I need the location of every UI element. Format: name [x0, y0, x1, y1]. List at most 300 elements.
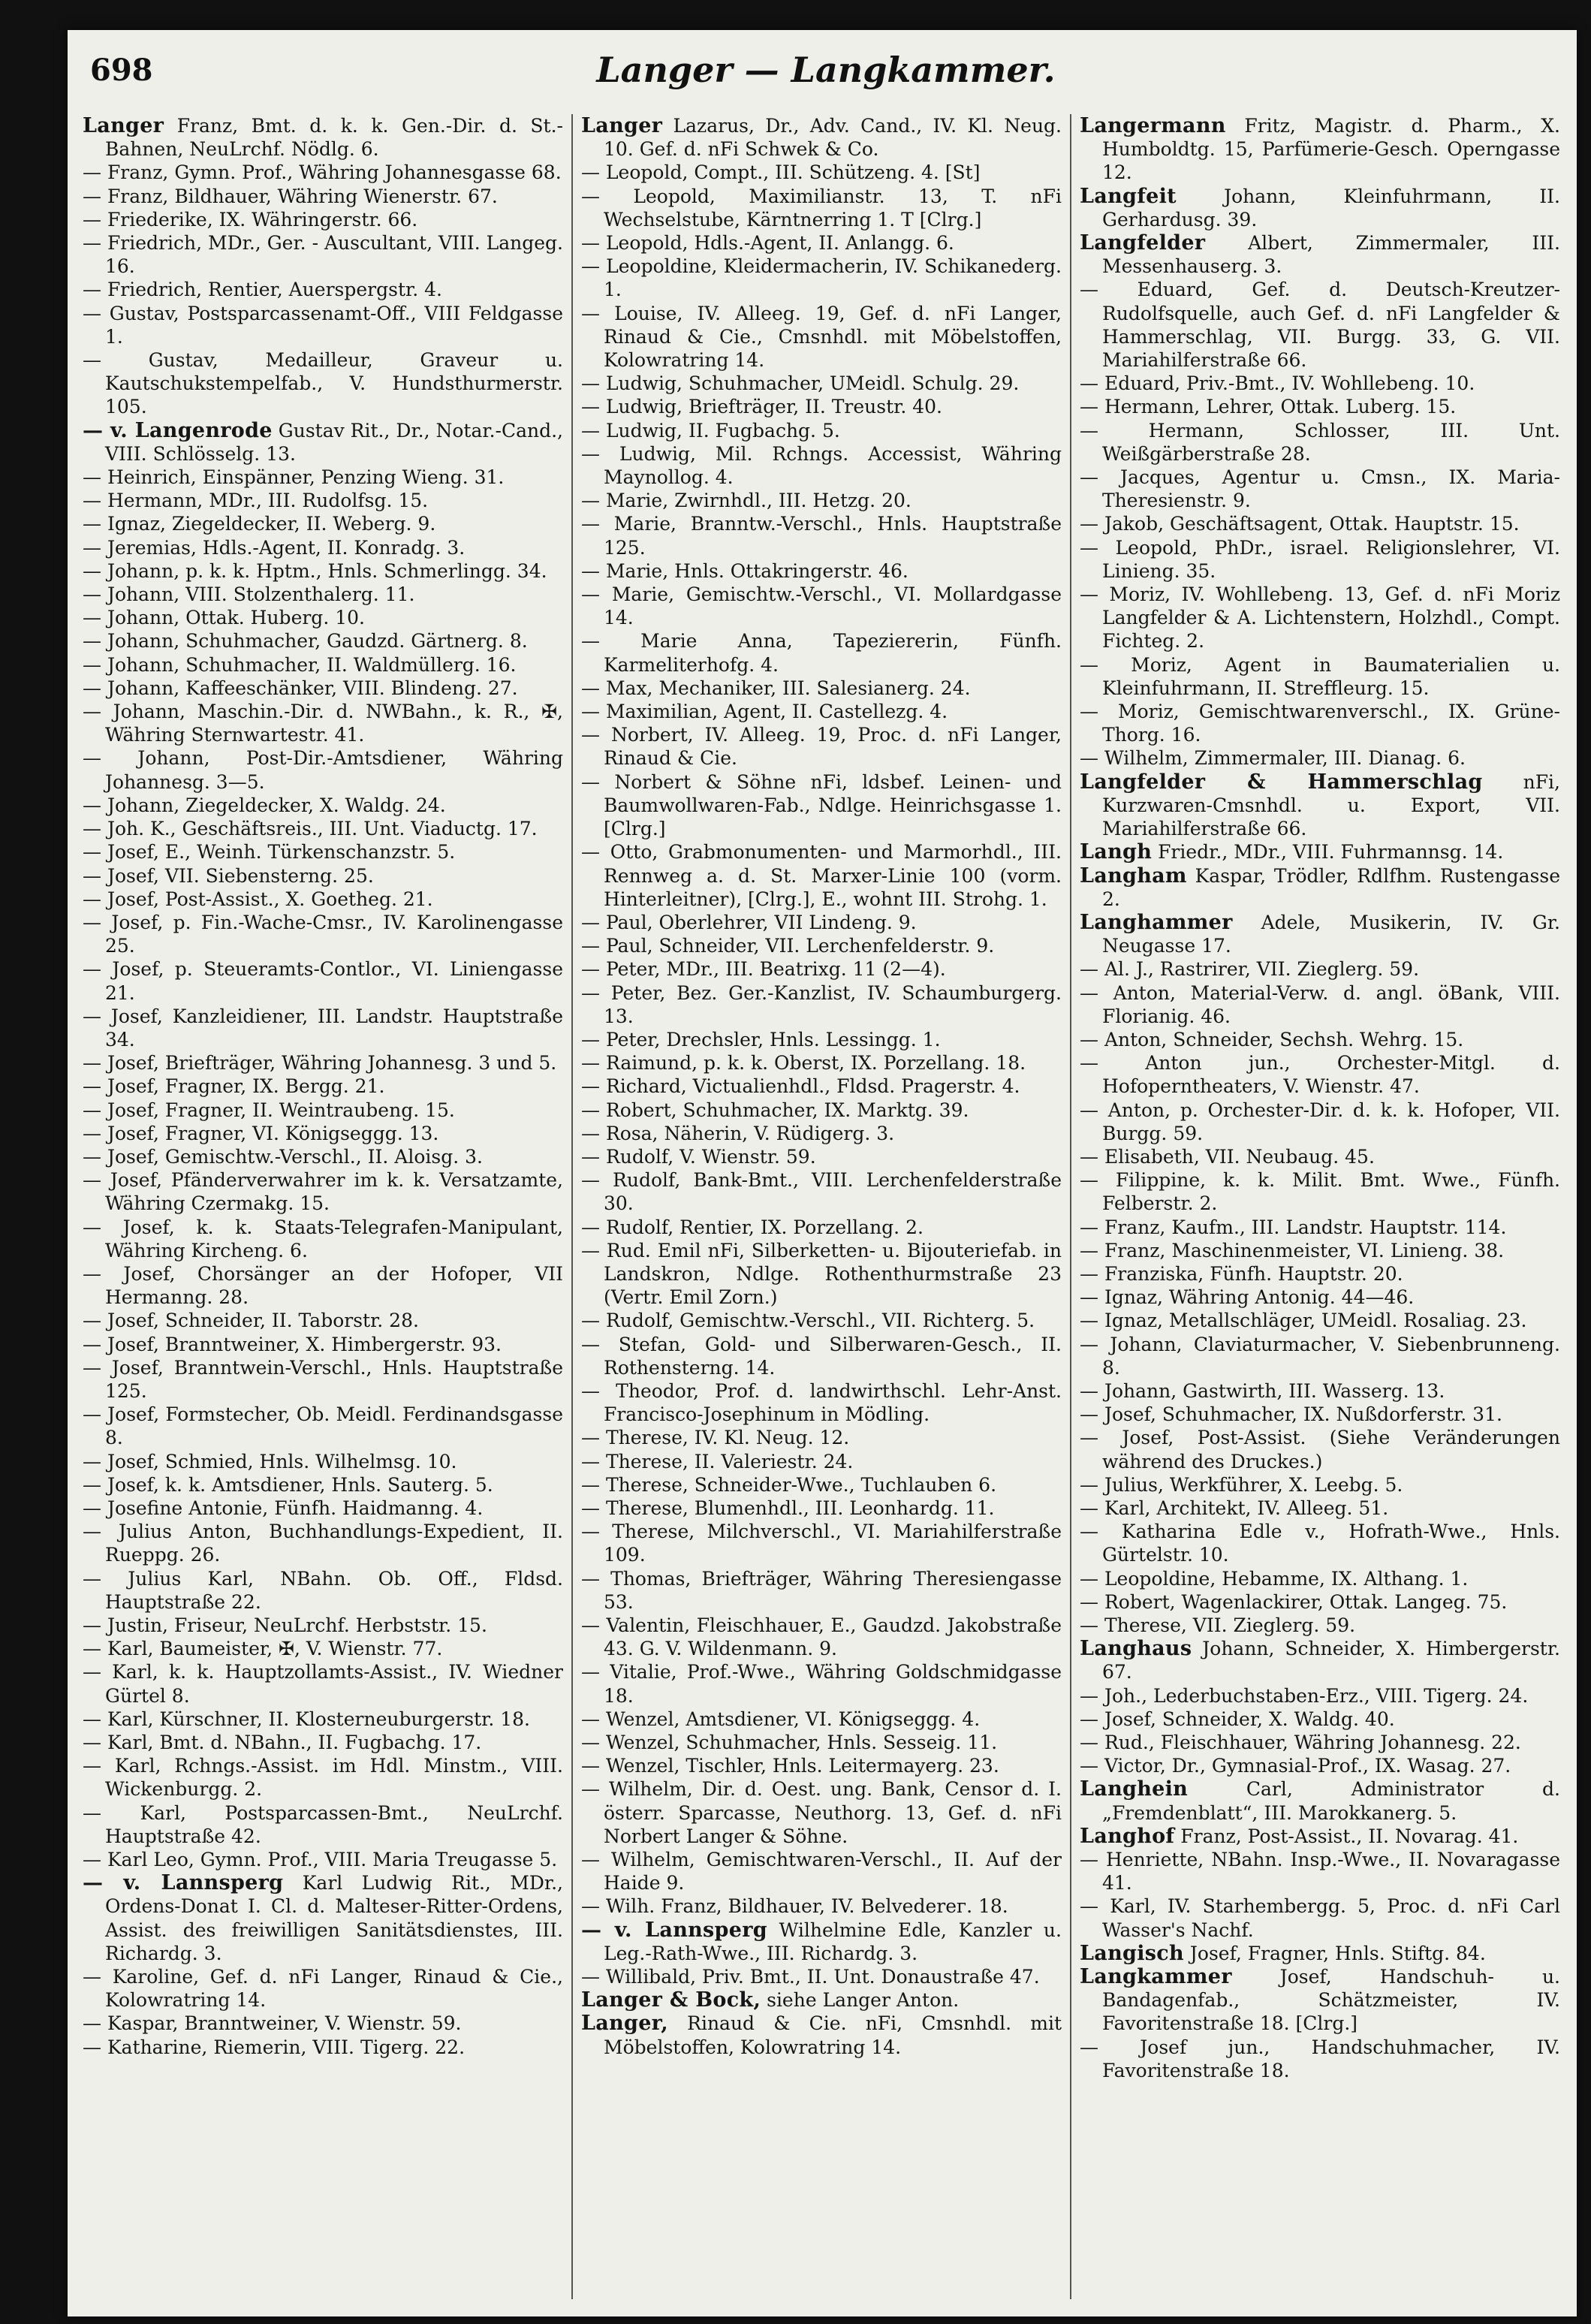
directory-entry — [1080, 1777, 1560, 1824]
directory-entry — [581, 559, 1062, 583]
entry-text: — Rudolf, Bank-Bmt., VIII. Lerchenfelderstraße 30. — [581, 1169, 1062, 1215]
entry-text: — Moriz, Agent in Baumaterialien u. Kleinfuhrmann, II. Streffleurg. 15. — [1080, 653, 1560, 699]
directory-entry — [581, 629, 1062, 676]
entry-text: — Josef, Gemischtw.-Verschl., II. Aloisg. 3. — [83, 1145, 483, 1168]
page-header — [90, 42, 1562, 102]
entry-text: — Ignaz, Ziegeldecker, II. Weberg. 9. — [83, 513, 436, 535]
page-title: Langer — Langkammer. — [596, 50, 1056, 90]
directory-entry — [83, 1614, 563, 1637]
directory-entry — [1080, 1379, 1560, 1403]
entry-text: — Johann, Kaffeeschänker, VIII. Blindeng. 27. — [83, 677, 518, 699]
directory-entry — [1080, 1637, 1560, 1683]
entry-text: Gustav Rit., Dr., Notar.-Cand., VIII. Schlösselg. 13. — [105, 419, 563, 465]
entry-text: — Josef, Fragner, II. Weintraubeng. 15. — [83, 1099, 455, 1121]
entry-text: — Otto, Grabmonumenten- und Marmorhdl., III. Rennweg a. d. St. Marxer-Linie 100 (vorm. Hinterleitner), [Clrg.], E., wohnt III. Strohg. 1. — [581, 841, 1062, 910]
entry-text: — Willibald, Priv. Bmt., II. Unt. Donaustraße 47. — [581, 1966, 1040, 1988]
entry-text: Karl Ludwig Rit., MDr., Ordens-Donat I. Cl. d. Malteser-Ritter-Ordens, Assist. des freiwilligen Sanitätsdienstes, III. Richardg. 3. — [105, 1872, 563, 1964]
entry-text: — Karl, Architekt, IV. Alleeg. 51. — [1080, 1497, 1389, 1519]
entry-text: — Josef jun., Handschuhmacher, IV. Favoritenstraße 18. — [1080, 2036, 1560, 2081]
entry-text: — Josef, p. Fin.-Wache-Cmsr., IV. Karolinengasse 25. — [83, 911, 563, 957]
entry-text: — Wilhelm, Gemischtwaren-Verschl., II. Auf der Haide 9. — [581, 1849, 1062, 1894]
directory-entry — [83, 1145, 563, 1168]
directory-entry — [581, 255, 1062, 301]
entry-text: — Marie, Gemischtw.-Verschl., VI. Mollardgasse 14. — [581, 583, 1062, 629]
directory-entry — [1080, 1286, 1560, 1309]
directory-entry — [83, 1005, 563, 1051]
directory-entry — [83, 1801, 563, 1848]
entry-surname: Langh — [1080, 840, 1153, 864]
directory-entry — [581, 395, 1062, 418]
directory-entry — [581, 700, 1062, 723]
entry-text: — Stefan, Gold- und Silberwaren-Gesch., II. Rothensterng. 14. — [581, 1333, 1062, 1379]
entry-text: — Josef, Post-Assist. (Siehe Veränderungen während des Druckes.) — [1080, 1427, 1560, 1472]
directory-entry — [83, 1262, 563, 1309]
entry-text: — Josef, Schneider, II. Taborstr. 28. — [83, 1310, 419, 1332]
directory-entry — [581, 442, 1062, 489]
directory-entry — [581, 770, 1062, 841]
directory-entry — [83, 1660, 563, 1707]
directory-entry — [1080, 1754, 1560, 1777]
directory-entry — [83, 746, 563, 793]
directory-entry — [83, 231, 563, 278]
entry-text: — Marie Anna, Tapeziererin, Fünfh. Karmeliterhofg. 4. — [581, 630, 1062, 676]
entry-text: — Rudolf, Rentier, IX. Porzellang. 2. — [581, 1216, 924, 1238]
directory-entry — [83, 302, 563, 348]
entry-text: — Raimund, p. k. k. Oberst, IX. Porzellang. 18. — [581, 1052, 1026, 1075]
directory-entry — [1080, 1684, 1560, 1708]
entry-text: — Rudolf, Gemischtw.-Verschl., VII. Richterg. 5. — [581, 1310, 1035, 1332]
directory-entry — [581, 1168, 1062, 1215]
directory-entry — [83, 1754, 563, 1801]
entry-text: — Kaspar, Branntweiner, V. Wienstr. 59. — [83, 2012, 462, 2035]
entry-text: Franz, Bmt. d. k. k. Gen.-Dir. d. St.-Bahnen, NeuLrchf. Nödlg. 6. — [105, 115, 563, 161]
directory-entry — [83, 677, 563, 700]
entry-text: — Maximilian, Agent, II. Castellezg. 4. — [581, 701, 948, 723]
entry-text: Albert, Zimmermaler, III. Messenhauserg. 3. — [1102, 232, 1560, 278]
entry-text: — Therese, Blumenhdl., III. Leonhardg. 11. — [581, 1497, 995, 1519]
entry-text: — Josef, k. k. Staats-Telegrafen-Manipulant, Währing Kircheng. 6. — [83, 1216, 563, 1261]
entry-text: — Therese, IV. Kl. Neug. 12. — [581, 1427, 850, 1449]
directory-entry — [581, 1450, 1062, 1473]
entry-text: — Jakob, Geschäftsagent, Ottak. Hauptstr. 15. — [1080, 513, 1520, 535]
directory-entry — [581, 1497, 1062, 1520]
entry-text: — Therese, Milchverschl., VI. Mariahilferstraße 109. — [581, 1521, 1062, 1566]
entry-text: — Karl, Bmt. d. NBahn., II. Fugbachg. 17. — [83, 1732, 482, 1754]
entry-surname: Langfelder — [1080, 231, 1206, 255]
entry-text: Josef, Handschuh- u. Bandagenfab., Schätzmeister, IV. Favoritenstraße 18. [Clrg.] — [1102, 1966, 1560, 2035]
entry-text: siehe Langer Anton. — [767, 1989, 960, 2012]
entry-surname: Langhammer — [1080, 910, 1233, 934]
directory-entry — [581, 1894, 1062, 1918]
directory-entry — [83, 1497, 563, 1520]
directory-entry — [581, 1988, 1062, 2012]
entry-text: — Ignaz, Metallschläger, UMeidl. Rosaliag. 23. — [1080, 1310, 1527, 1332]
entry-text: — Hermann, Schlosser, III. Unt. Weißgärberstraße 28. — [1080, 419, 1560, 465]
directory-entry — [581, 583, 1062, 629]
entry-text: — Anton, p. Orchester-Dir. d. k. k. Hofoper, VII. Burgg. 59. — [1080, 1099, 1560, 1144]
entry-text: — Ludwig, Briefträger, II. Treustr. 40. — [581, 396, 943, 418]
directory-entry — [83, 559, 563, 583]
directory-entry — [83, 1168, 563, 1215]
directory-entry — [83, 840, 563, 864]
directory-entry — [83, 1473, 563, 1497]
entry-text: — Julius Karl, NBahn. Ob. Off., Fldsd. Hauptstraße 22. — [83, 1567, 563, 1613]
directory-entry — [581, 981, 1062, 1028]
entry-surname: Langhof — [1080, 1824, 1175, 1848]
entry-text: — Robert, Wagenlackirer, Ottak. Langeg. 75. — [1080, 1590, 1508, 1613]
directory-entry — [1080, 114, 1560, 185]
directory-entry — [83, 1216, 563, 1262]
entry-text: — Gustav, Medailleur, Graveur u. Kautschukstempelfab., V. Hundsthurmerstr. 105. — [83, 349, 563, 418]
entry-text: — Therese, II. Valeriestr. 24. — [581, 1450, 854, 1472]
entry-text: — Franz, Maschinenmeister, VI. Linieng. 38. — [1080, 1239, 1505, 1261]
entry-text: — Eduard, Priv.-Bmt., IV. Wohllebeng. 10. — [1080, 372, 1475, 395]
entry-text: — Josef, p. Steueramts-Contlor., VI. Liniengasse 21. — [83, 958, 563, 1004]
directory-entry — [581, 114, 1062, 161]
directory-entry — [1080, 419, 1560, 466]
directory-entry — [83, 1637, 563, 1660]
entry-text: — Josef, Briefträger, Währing Johannesg. 3 und 5. — [83, 1052, 557, 1075]
directory-entry — [1080, 536, 1560, 583]
entry-text: — Moriz, Gemischtwarenverschl., IX. Grüne-Thorg. 16. — [1080, 701, 1560, 746]
entry-surname: Langer, — [581, 2012, 668, 2036]
directory-entry — [83, 1708, 563, 1731]
entry-text: — Hermann, MDr., III. Rudolfsg. 15. — [83, 490, 429, 512]
entry-text: — Karl, Rchngs.-Assist. im Hdl. Minstm., VIII. Wickenburgg. 2. — [83, 1755, 563, 1801]
entry-text: — Ludwig, Schuhmacher, UMeidl. Schulg. 29. — [581, 372, 1020, 395]
column-1 — [83, 114, 563, 2299]
entry-text: — Norbert, IV. Alleeg. 19, Proc. d. nFi Langer, Rinaud & Cie. — [581, 724, 1062, 770]
entry-text: — Karoline, Gef. d. nFi Langer, Rinaud & Cie., Kolowratring 14. — [83, 1966, 563, 2012]
directory-entry — [1080, 1051, 1560, 1098]
directory-entry — [1080, 1473, 1560, 1497]
entry-text: — Ignaz, Währing Antonig. 44—46. — [1080, 1286, 1415, 1309]
entry-text: — Peter, MDr., III. Beatrixg. 11 (2—4). — [581, 958, 946, 981]
entry-text: — Anton, Material-Verw. d. angl. öBank, VIII. Florianig. 46. — [1080, 981, 1560, 1027]
entry-text: — Marie, Hnls. Ottakringerstr. 46. — [581, 559, 908, 582]
directory-entry — [1080, 1099, 1560, 1145]
entry-text: — Filippine, k. k. Milit. Bmt. Wwe., Fünfh. Felberstr. 2. — [1080, 1169, 1560, 1215]
directory-entry — [1080, 1216, 1560, 1239]
directory-entry — [581, 512, 1062, 559]
entry-text: — Johann, Ottak. Huberg. 10. — [83, 607, 365, 629]
entry-text: — Johann, p. k. k. Hptm., Hnls. Schmerlingg. 34. — [83, 559, 547, 582]
directory-entry — [83, 794, 563, 817]
directory-entry — [1080, 1168, 1560, 1215]
entry-text: — Katharina Edle v., Hofrath-Wwe., Hnls. Gürtelstr. 10. — [1080, 1521, 1560, 1566]
directory-entry — [1080, 1590, 1560, 1614]
entry-text: — Anton, Schneider, Sechsh. Wehrg. 15. — [1080, 1028, 1464, 1050]
directory-entry — [83, 817, 563, 840]
entry-text: Carl, Administrator d. „Fremdenblatt“, III. Marokkanerg. 5. — [1102, 1778, 1560, 1824]
directory-entry — [1080, 1309, 1560, 1332]
entry-text: — Franziska, Fünfh. Hauptstr. 20. — [1080, 1262, 1403, 1285]
directory-entry — [83, 278, 563, 301]
entry-text: — Rud., Fleischhauer, Währing Johannesg. 22. — [1080, 1732, 1521, 1754]
entry-text: — Paul, Oberlehrer, VII Lindeng. 9. — [581, 911, 917, 933]
directory-entry — [1080, 700, 1560, 746]
entry-text: — Karl, Postsparcassen-Bmt., NeuLrchf. Hauptstraße 42. — [83, 1801, 563, 1847]
entry-text: — Josef, Post-Assist., X. Goetheg. 21. — [83, 888, 433, 910]
entry-text: — Peter, Bez. Ger.-Kanzlist, IV. Schaumburgerg. 13. — [581, 981, 1062, 1027]
directory-entry — [1080, 981, 1560, 1028]
directory-entry — [1080, 1894, 1560, 1941]
entry-text: — Friedrich, MDr., Ger. - Auscultant, VIII. Langeg. 16. — [83, 232, 563, 278]
directory-entry — [581, 1708, 1062, 1731]
directory-entry — [581, 723, 1062, 770]
directory-entry — [83, 1871, 563, 1965]
directory-entry — [1080, 1333, 1560, 1379]
entry-text: — Johann, Ziegeldecker, X. Waldg. 24. — [83, 794, 446, 816]
entry-text: — Jeremias, Hdls.-Agent, II. Konradg. 3. — [83, 536, 466, 559]
directory-entry — [581, 1379, 1062, 1426]
directory-entry — [581, 1731, 1062, 1754]
entry-text: — Rudolf, V. Wienstr. 59. — [581, 1145, 816, 1168]
entry-text: Johann, Schneider, X. Himbergerstr. 67. — [1102, 1638, 1560, 1683]
directory-entry — [1080, 1426, 1560, 1472]
directory-entry — [83, 1731, 563, 1754]
entry-text: — Eduard, Gef. d. Deutsch-Kreutzer-Rudolfsquelle, auch Gef. d. nFi Langfelder & Hammerschlag, VII. Burgg. 33, G. VII. Mariahilferstraße 66. — [1080, 279, 1560, 372]
entry-surname: Langer — [83, 114, 164, 137]
entry-text: — Therese, VII. Zieglerg. 59. — [1080, 1614, 1356, 1636]
directory-entry — [1080, 278, 1560, 372]
entry-text: — Louise, IV. Alleeg. 19, Gef. d. nFi Langer, Rinaud & Cie., Cmsnhdl. mit Möbelstoffen, Kolowratring 14. — [581, 302, 1062, 372]
directory-entry — [1080, 372, 1560, 395]
entry-text: — Josef, Pfänderverwahrer im k. k. Versatzamte, Währing Czermakg. 15. — [83, 1169, 563, 1215]
directory-entry — [1080, 653, 1560, 700]
entry-text: — Jacques, Agentur u. Cmsn., IX. Maria-Theresienstr. 9. — [1080, 466, 1560, 512]
entry-text: Josef, Fragner, Hnls. Stiftg. 84. — [1189, 1942, 1486, 1964]
entry-text: — Johann, Claviaturmacher, V. Siebenbrunneng. 8. — [1080, 1333, 1560, 1379]
directory-entry — [83, 1965, 563, 2012]
entry-surname: Langermann — [1080, 114, 1226, 137]
column-3 — [1080, 114, 1560, 2299]
entry-text: — Therese, Schneider-Wwe., Tuchlauben 6. — [581, 1473, 997, 1496]
directory-entry — [83, 864, 563, 888]
entry-text: — Theodor, Prof. d. landwirthschl. Lehr-Anst. Francisco-Josephinum in Mödling. — [581, 1379, 1062, 1426]
directory-entry — [83, 629, 563, 653]
directory-entry — [83, 1567, 563, 1614]
directory-entry — [83, 419, 563, 466]
directory-entry — [1080, 395, 1560, 418]
column-divider — [1070, 114, 1071, 2299]
entry-text: — Gustav, Postsparcassenamt-Off., VIII Feldgasse 1. — [83, 302, 563, 348]
entry-text: — Peter, Drechsler, Hnls. Lessingg. 1. — [581, 1028, 941, 1050]
entry-text: Lazarus, Dr., Adv. Cand., IV. Kl. Neug. 10. Gef. d. nFi Schwek & Co. — [604, 115, 1062, 161]
entry-surname: Langfeit — [1080, 184, 1177, 208]
directory-entry — [83, 1051, 563, 1075]
directory-entry — [83, 700, 563, 746]
directory-entry — [83, 1403, 563, 1449]
entry-text: — Katharine, Riemerin, VIII. Tigerg. 22. — [83, 2036, 466, 2058]
entry-text: — Ludwig, II. Fugbachg. 5. — [581, 419, 840, 442]
directory-entry — [1080, 840, 1560, 864]
entry-text: — Karl, IV. Starhembergg. 5, Proc. d. nFi Carl Wasser's Nachf. — [1080, 1895, 1560, 1941]
entry-text: — Johann, Schuhmacher, Gaudzd. Gärtnerg. 8. — [83, 630, 528, 653]
entry-text: — Wilhelm, Zimmermaler, III. Dianag. 6. — [1080, 747, 1466, 770]
entry-text: Wilhelmine Edle, Kanzler u. Leg.-Rath-Wwe., III. Richardg. 3. — [604, 1919, 1062, 1964]
directory-entry — [83, 606, 563, 629]
directory-entry — [581, 957, 1062, 981]
directory-entry — [581, 1777, 1062, 1848]
directory-entry — [83, 1520, 563, 1566]
entry-text: — Johann, Post-Dir.-Amtsdiener, Währing Johannesg. 3—5. — [83, 747, 563, 793]
entry-text: — Josef, Fragner, VI. Königseggg. 13. — [83, 1122, 439, 1144]
directory-entry — [83, 1099, 563, 1122]
entry-text: — Josef, Schuhmacher, IX. Nußdorferstr. 31. — [1080, 1403, 1502, 1426]
directory-entry — [581, 1426, 1062, 1449]
entry-text: — Karl, Baumeister, ✠, V. Wienstr. 77. — [83, 1638, 443, 1660]
entry-text: Adele, Musikerin, IV. Gr. Neugasse 17. — [1102, 911, 1560, 957]
directory-entry — [1080, 1403, 1560, 1426]
entry-surname: Langham — [1080, 864, 1187, 888]
entry-text: — Wenzel, Amtsdiener, VI. Königseggg. 4. — [581, 1708, 981, 1730]
directory-entry — [83, 489, 563, 512]
directory-entry — [581, 302, 1062, 372]
directory-entry — [581, 1216, 1062, 1239]
directory-entry — [581, 489, 1062, 512]
entry-text: — Josef, E., Weinh. Türkenschanzstr. 5. — [83, 841, 456, 864]
directory-entry — [83, 536, 563, 559]
directory-entry — [83, 1309, 563, 1332]
directory-entry — [1080, 1262, 1560, 1286]
directory-entry — [581, 1754, 1062, 1777]
entry-text: — Joh., Lederbuchstaben-Erz., VIII. Tigerg. 24. — [1080, 1684, 1529, 1707]
entry-text: — Julius Anton, Buchhandlungs-Expedient, II. Rueppg. 26. — [83, 1521, 563, 1566]
directory-entry — [581, 840, 1062, 911]
entry-text: — Henriette, NBahn. Insp.-Wwe., II. Novaragasse 41. — [1080, 1849, 1560, 1894]
entry-text: — Victor, Dr., Gymnasial-Prof., IX. Wasag. 27. — [1080, 1755, 1511, 1777]
entry-text: — Josef, Fragner, IX. Bergg. 21. — [83, 1075, 385, 1098]
entry-text: — Leopold, Hdls.-Agent, II. Anlangg. 6. — [581, 232, 954, 255]
directory-entry — [1080, 1497, 1560, 1520]
directory-entry — [83, 114, 563, 161]
directory-entry — [1080, 1239, 1560, 1262]
directory-entry — [581, 911, 1062, 934]
directory-entry — [1080, 1708, 1560, 1731]
entry-text: Kaspar, Trödler, Rdlfhm. Rustengasse 2. — [1102, 864, 1560, 910]
directory-entry — [83, 1848, 563, 1871]
entry-text: — Josef, Schneider, X. Waldg. 40. — [1080, 1708, 1395, 1730]
entry-text: — Josef, k. k. Amtsdiener, Hnls. Sauterg. 5. — [83, 1473, 493, 1496]
entry-text: Fritz, Magistr. d. Pharm., X. Humboldtg. 15, Parfümerie-Gesch. Operngasse 12. — [1102, 115, 1560, 184]
entry-text: — Johann, Gastwirth, III. Wasserg. 13. — [1080, 1379, 1445, 1402]
entry-surname: — v. Lannsperg — [83, 1871, 284, 1895]
entry-text: — Hermann, Lehrer, Ottak. Luberg. 15. — [1080, 396, 1457, 418]
directory-entry — [1080, 2036, 1560, 2082]
directory-entry — [581, 161, 1062, 184]
entry-surname: Langhaus — [1080, 1637, 1192, 1661]
directory-entry — [1080, 466, 1560, 512]
entry-surname: Langisch — [1080, 1941, 1184, 1965]
entry-text: Rinaud & Cie. nFi, Cmsnhdl. mit Möbelstoffen, Kolowratring 14. — [604, 2012, 1062, 2058]
directory-entry — [1080, 1825, 1560, 1848]
directory-entry — [83, 185, 563, 208]
entry-text: — Josefine Antonie, Fünfh. Haidmanng. 4. — [83, 1497, 484, 1519]
entry-text: — Justin, Friseur, NeuLrchf. Herbststr. 15. — [83, 1614, 487, 1636]
entry-text: — Karl, k. k. Hauptzollamts-Assist., IV. Wiedner Gürtel 8. — [83, 1661, 563, 1707]
directory-entry — [581, 1520, 1062, 1566]
directory-entry — [1080, 583, 1560, 653]
directory-entry — [581, 1333, 1062, 1379]
entry-text: — Josef, Branntwein-Verschl., Hnls. Hauptstraße 125. — [83, 1356, 563, 1402]
directory-entry — [1080, 1614, 1560, 1637]
directory-entry — [581, 1051, 1062, 1075]
directory-entry — [83, 348, 563, 419]
directory-entry — [1080, 746, 1560, 770]
entry-text: — Leopold, PhDr., israel. Religionslehrer, VI. Linieng. 35. — [1080, 536, 1560, 582]
directory-entry — [83, 957, 563, 1004]
directory-entry — [1080, 1731, 1560, 1754]
directory-entry — [581, 1473, 1062, 1497]
directory-entry — [581, 185, 1062, 231]
entry-text: — Leopold, Compt., III. Schützeng. 4. [St] — [581, 161, 981, 184]
directory-entry — [581, 1660, 1062, 1707]
directory-entry — [1080, 1965, 1560, 2036]
entry-text: — Karl Leo, Gymn. Prof., VIII. Maria Treugasse 5. — [83, 1849, 558, 1871]
entry-surname: Langer & Bock, — [581, 1988, 761, 2012]
entry-text: — Wenzel, Schuhmacher, Hnls. Sesseig. 11. — [581, 1732, 998, 1754]
entry-text: — Josef, Chorsänger an der Hofoper, VII Hermanng. 28. — [83, 1262, 563, 1309]
entry-text: — Karl, Kürschner, II. Klosterneuburgerstr. 18. — [83, 1708, 530, 1730]
directory-entry — [581, 1848, 1062, 1894]
entry-text: — Josef, Branntweiner, X. Himbergerstr. 93. — [83, 1333, 502, 1355]
entry-text: — Franz, Bildhauer, Währing Wienerstr. 67. — [83, 185, 498, 207]
entry-text: — Marie, Zwirnhdl., III. Hetzg. 20. — [581, 490, 912, 512]
directory-entry — [1080, 1942, 1560, 1965]
entry-text: — Franz, Kaufm., III. Landstr. Hauptstr. 114. — [1080, 1216, 1507, 1238]
entry-text: — Johann, Maschin.-Dir. d. NWBahn., k. R., ✠, Währing Sternwartestr. 41. — [83, 701, 563, 746]
directory-entry — [1080, 512, 1560, 535]
directory-entry — [83, 888, 563, 911]
directory-entry — [581, 1309, 1062, 1332]
entry-text: — Wenzel, Tischler, Hnls. Leitermayerg. 23. — [581, 1755, 999, 1777]
entry-text: — Heinrich, Einspänner, Penzing Wieng. 31. — [83, 466, 505, 489]
entry-text: Friedr., MDr., VIII. Fuhrmannsg. 14. — [1158, 841, 1504, 864]
directory-entry — [581, 677, 1062, 700]
directory-entry — [83, 583, 563, 606]
directory-entry — [581, 1075, 1062, 1098]
entry-text: Franz, Post-Assist., II. Novarag. 41. — [1180, 1825, 1519, 1847]
entry-text: — Leopoldine, Hebamme, IX. Althang. 1. — [1080, 1567, 1469, 1590]
directory-entry — [581, 1239, 1062, 1310]
entry-text: — Moriz, IV. Wohllebeng. 13, Gef. d. nFi Moriz Langfelder & A. Lichtenstern, Holzhdl., Compt. Fichteg. 2. — [1080, 583, 1560, 653]
directory-entry — [83, 1075, 563, 1098]
directory-entry — [581, 372, 1062, 395]
entry-text: — Max, Mechaniker, III. Salesianerg. 24. — [581, 677, 971, 699]
directory-entry — [1080, 185, 1560, 231]
entry-text: — Josef, Schmied, Hnls. Wilhelmsg. 10. — [83, 1450, 457, 1472]
entry-text: — Richard, Victualienhdl., Fldsd. Pragerstr. 4. — [581, 1075, 1020, 1098]
directory-entry — [581, 1122, 1062, 1145]
directory-entry — [581, 1145, 1062, 1168]
entry-text: — Friederike, IX. Währingerstr. 66. — [83, 208, 418, 231]
directory-entry — [83, 1450, 563, 1473]
entry-surname: Langkammer — [1080, 1965, 1232, 1989]
directory-entry — [83, 1356, 563, 1403]
column-2 — [581, 114, 1062, 2299]
entry-surname: — v. Lannsperg — [581, 1918, 767, 1942]
directory-entry — [83, 2012, 563, 2035]
entry-text: — Joh. K., Geschäftsreis., III. Unt. Viaductg. 17. — [83, 818, 538, 840]
entry-text: — Julius, Werkführer, X. Leebg. 5. — [1080, 1473, 1403, 1496]
directory-entry — [1080, 1567, 1560, 1590]
directory-entry — [83, 911, 563, 957]
entry-surname: Langhein — [1080, 1777, 1189, 1801]
directory-entry — [581, 1099, 1062, 1122]
entry-text: — Josef, VII. Siebensterng. 25. — [83, 864, 374, 887]
directory-entry — [83, 466, 563, 489]
